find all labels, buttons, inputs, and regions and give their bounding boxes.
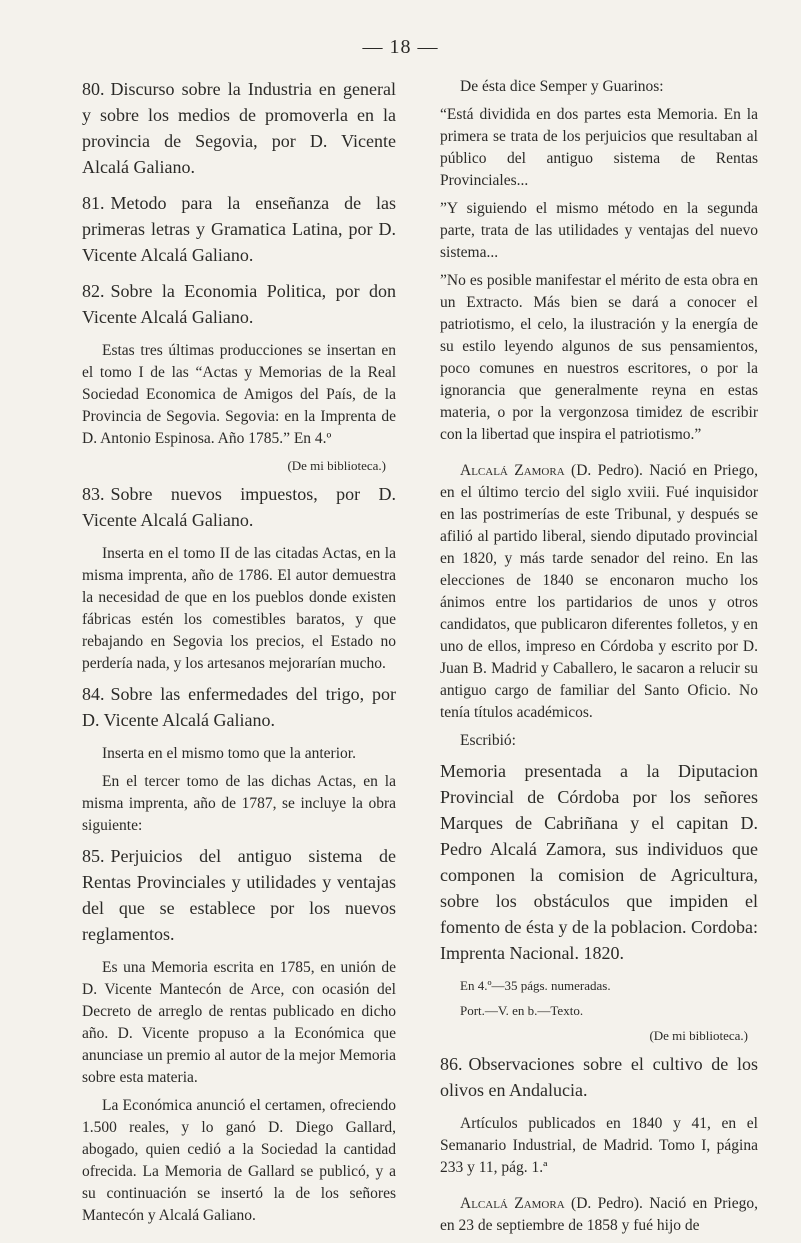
paragraph: De ésta dice Semper y Guarinos: [460, 78, 664, 95]
paragraph: Inserta en el mismo tomo que la anterior. [102, 745, 356, 762]
entry-title: Sobre nuevos impuestos, por D. Vicente Alcalá Galiano. [82, 484, 396, 530]
entry-title: Memoria presentada a la Diputacion Provincial de Córdoba por los señores Marques de Cabriñana y el capitan D. Pedro Alcalá Zamora, sus individuos que componen la comision de Agricultura, sobre los obstáculos que impiden el fomento de ésta y de la poblacion. Cordoba: Imprenta Nacional. 1820. [440, 761, 758, 963]
paragraph: Artículos publicados en 1840 y 41, en el Semanario Industrial, de Madrid. Tomo I, página 233 y 11, pág. 1.ª [440, 1115, 758, 1176]
paragraph: Escribió: [460, 732, 516, 749]
entry-title: Sobre la Economia Politica, por don Vicente Alcalá Galiano. [82, 281, 396, 327]
paragraph: Estas tres últimas producciones se insertan en el tomo I de las “Actas y Memorias de la Real Sociedad Economica de Amigos del País, de la Provincia de Segovia. Segovia: en la Imprenta de D. Antonio Espinosa. Año 1785.” En 4.º [82, 342, 396, 447]
entry-heading [440, 758, 758, 966]
entry-heading [82, 278, 396, 330]
spacer [440, 1185, 758, 1193]
source-note: (De mi biblioteca.) [649, 1028, 748, 1043]
entry-number: 80. [82, 79, 105, 99]
entry-heading [440, 1051, 758, 1103]
bibliographic-detail: En 4.º—35 págs. numeradas. [460, 978, 611, 993]
left-column [82, 76, 396, 1233]
page-number: — 18 — [362, 36, 439, 58]
right-column [440, 76, 758, 1243]
entry-number: 86. [440, 1054, 463, 1074]
entry-heading [82, 481, 396, 533]
author-entry [440, 1193, 758, 1237]
paragraph: La Económica anunció el certamen, ofreciendo 1.500 reales, y lo ganó D. Diego Gallard, abogado, quien cedió a la Sociedad la cantidad ofrecida. La Memoria de Gallard se publicó, y a su continuación se insertó la de los señores Mantecón y Alcalá Galiano. [82, 1097, 396, 1224]
entry-number: 84. [82, 684, 105, 704]
entry-heading [82, 190, 396, 268]
paragraph: Es una Memoria escrita en 1785, en unión de D. Vicente Mantecón de Arce, con ocasión del Decreto de arreglo de rentas publicado en dicho año. D. Vicente propuso a la Económica que anunciase un premio al autor de la mejor Memoria sobre esta materia. [82, 959, 396, 1086]
author-name: Alcalá Zamora [460, 1195, 565, 1212]
author-bio: (D. Pedro). Nació en Priego, en el último tercio del siglo xviii. Fué inquisidor en las postrimerías de este Tribunal, y después se afilió al partido liberal, siendo diputado provincial en 1820, y más tarde senador del reino. En las elecciones de 1840 se enconaron mucho los ánimos entre los partidarios de unos y otros candidatos, que publicaron diferentes folletos, y en uno de ellos, impreso en Córdoba y escrito por D. Juan B. Madrid y Caballero, le sacaron a relucir su antiguo cargo de familiar del Santo Oficio. No tenía títulos académicos. [440, 462, 758, 721]
entry-title: Sobre las enfermedades del trigo, por D. Vicente Alcalá Galiano. [82, 684, 396, 730]
author-bio: (D. Pedro). Nació en Priego, en 23 de septiembre de 1858 y fué hijo de [440, 1195, 758, 1234]
entry-number: 83. [82, 484, 105, 504]
paragraph: En el tercer tomo de las dichas Actas, en la misma imprenta, año de 1787, se incluye la obra siguiente: [82, 773, 396, 834]
entry-title: Metodo para la enseñanza de las primeras letras y Gramatica Latina, por D. Vicente Alcalá Galiano. [82, 193, 396, 265]
quotation: ”No es posible manifestar el mérito de esta obra en un Extracto. Más bien se dará a conocer el patriotismo, el celo, la ilustración y la energía de su estilo leyendo algunos de sus pensamientos, poco comunes en nuestros escritores, o por la ignorancia que generalmente reyna en estas materia, o por la vergonzosa timidez de escribir con la libertad que inspira el patriotismo.” [440, 272, 758, 443]
entry-number: 81. [82, 193, 105, 213]
spacer [440, 452, 758, 460]
bibliographic-detail: Port.—V. en b.—Texto. [460, 1003, 584, 1018]
entry-heading [82, 681, 396, 733]
entry-title: Discurso sobre la Industria en general y sobre los medios de promoverla en la provincia de Segovia, por D. Vicente Alcalá Galiano. [82, 79, 396, 177]
entry-number: 85. [82, 846, 105, 866]
entry-heading [82, 76, 396, 180]
paragraph: Inserta en el tomo II de las citadas Actas, en la misma imprenta, año de 1786. El autor demuestra la necesidad de que en los pueblos donde existen fábricas estén los comestibles baratos, y que rebajando en Segovia los precios, el Estado no perdería nada, y los artesanos mejorarían mucho. [82, 545, 396, 672]
entry-title: Observaciones sobre el cultivo de los olivos en Andalucia. [440, 1054, 758, 1100]
entry-heading [82, 843, 396, 947]
author-name: Alcalá Zamora [460, 462, 565, 479]
source-note: (De mi biblioteca.) [287, 458, 386, 473]
quotation: ”Y siguiendo el mismo método en la segunda parte, trata de las utilidades y ventajas del nuevo sistema... [440, 200, 758, 261]
quotation: “Está dividida en dos partes esta Memoria. En la primera se trata de los perjuicios que resultaban al público del antiguo sistema de Rentas Provinciales... [440, 106, 758, 189]
entry-number: 82. [82, 281, 105, 301]
author-entry [440, 460, 758, 724]
entry-title: Perjuicios del antiguo sistema de Rentas Provinciales y utilidades y ventajas del que se establece por los nuevos reglamentos. [82, 846, 396, 944]
